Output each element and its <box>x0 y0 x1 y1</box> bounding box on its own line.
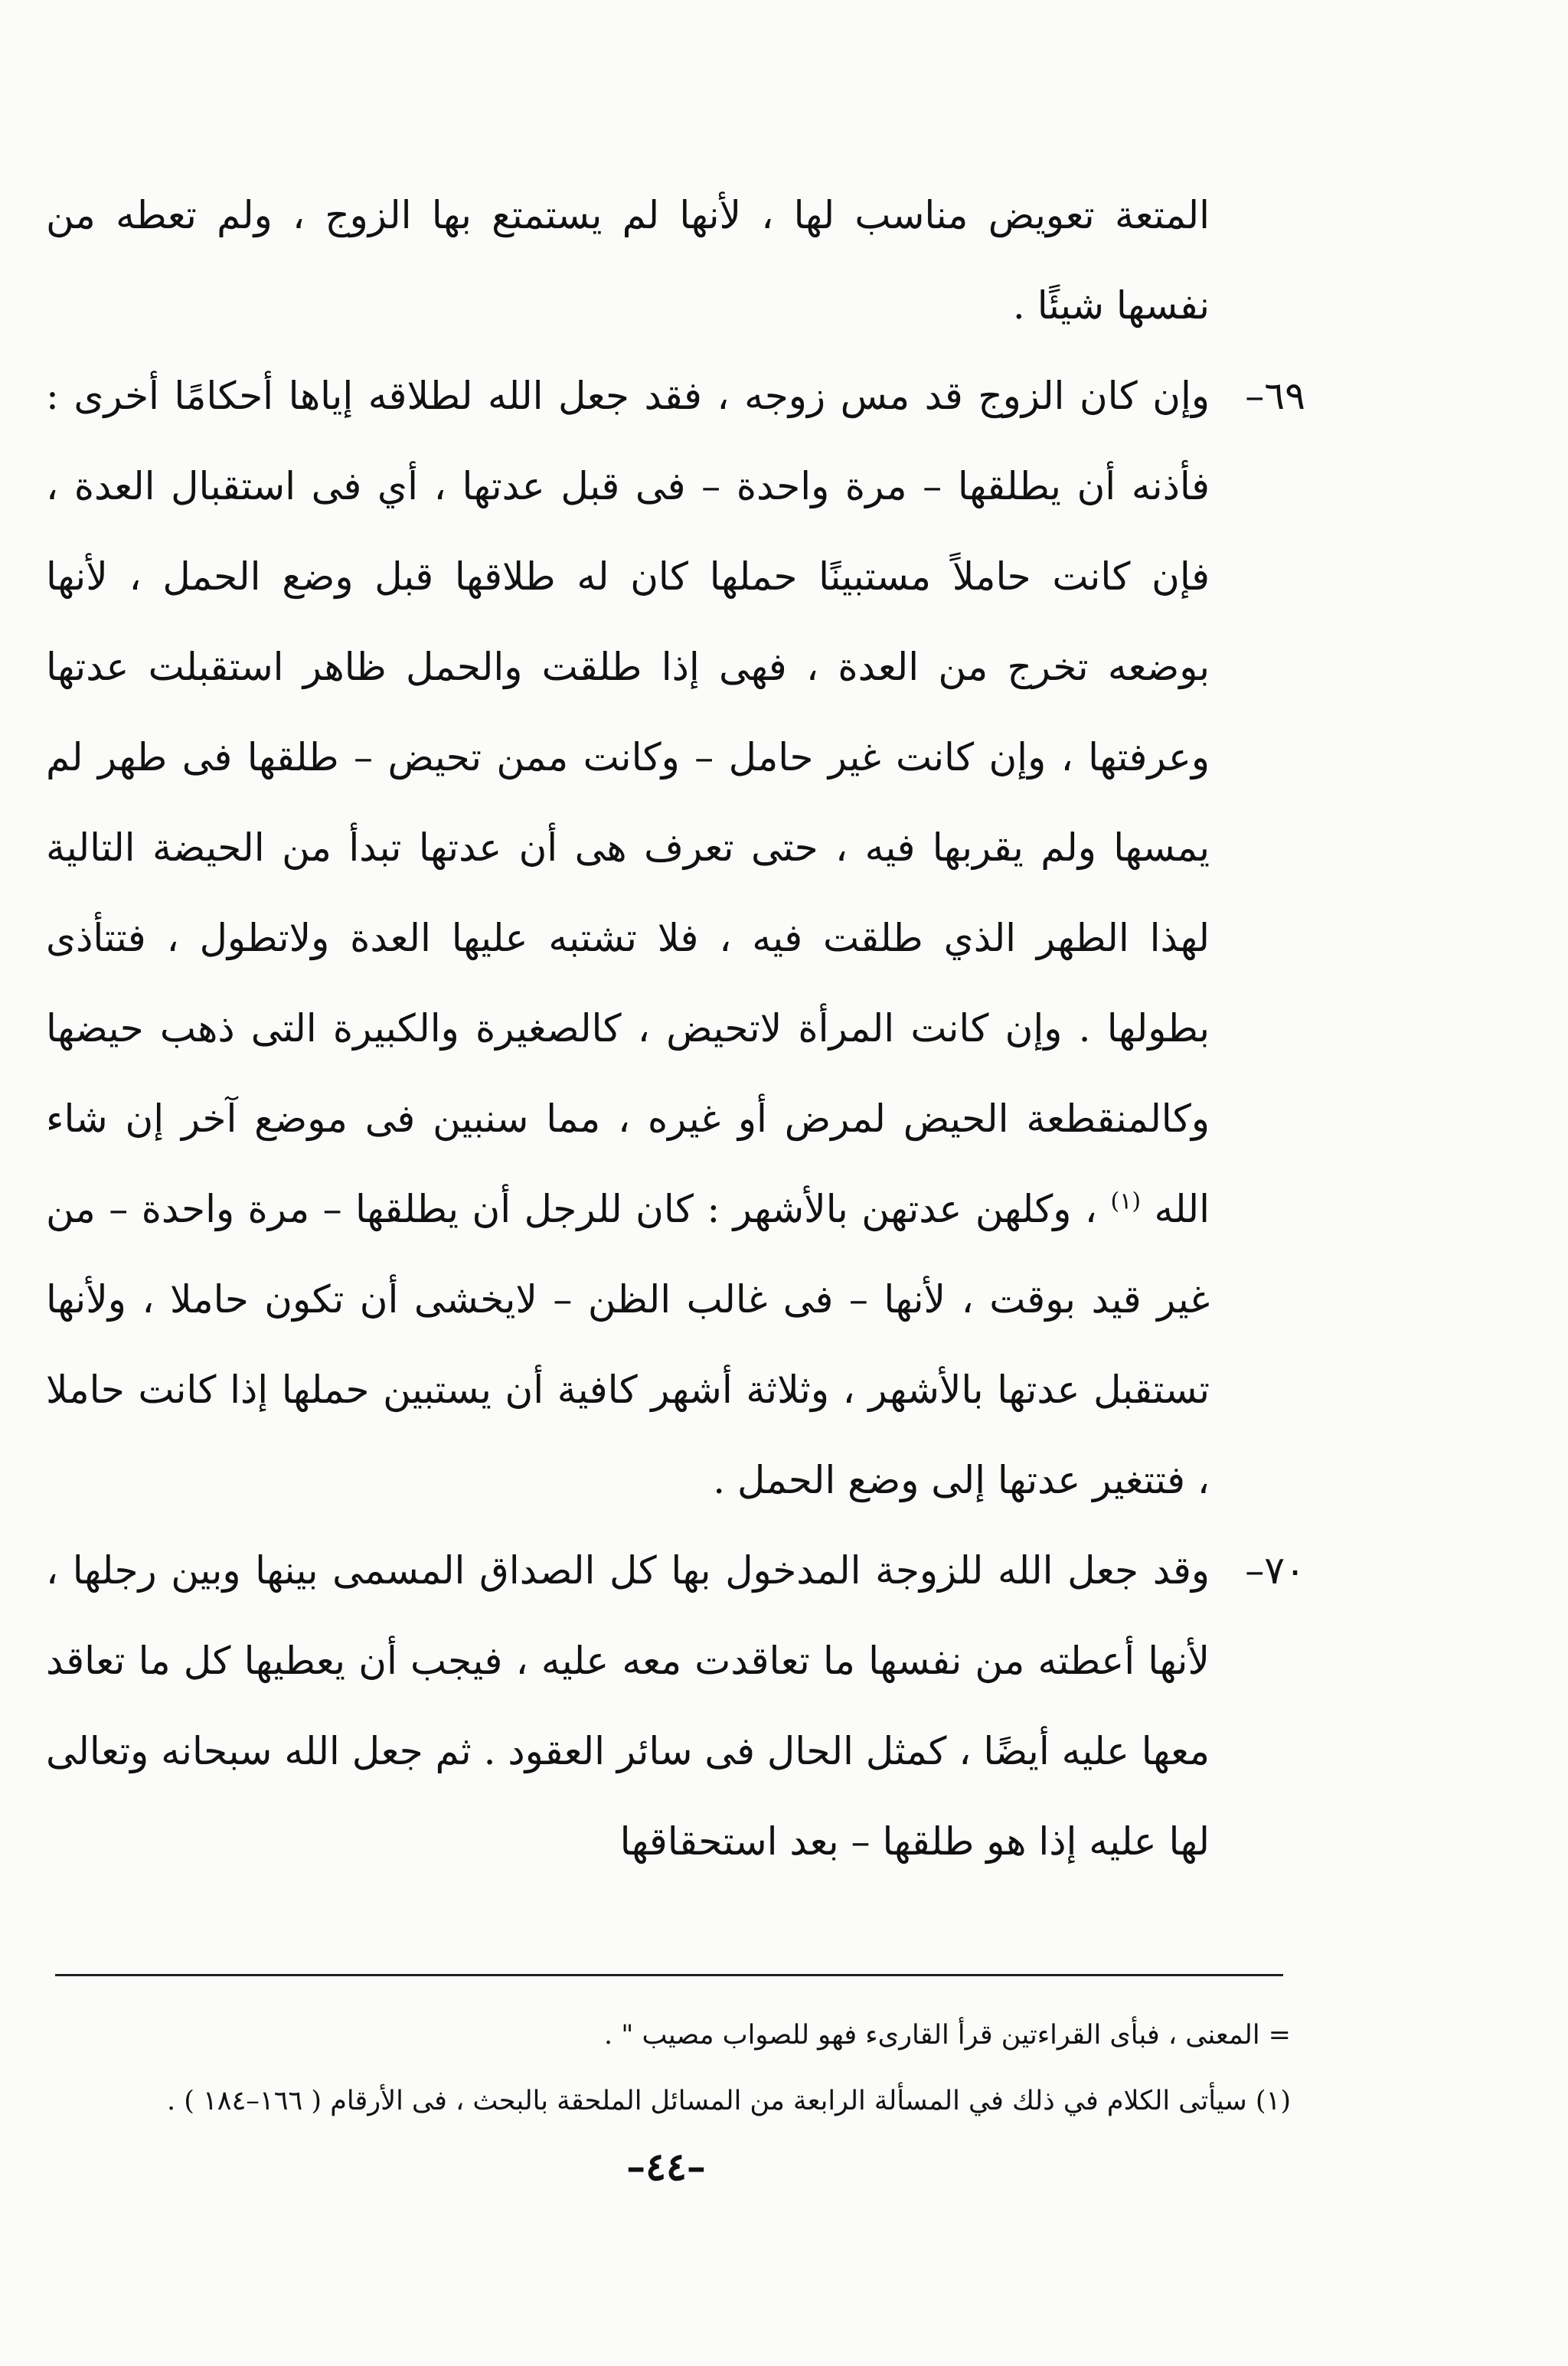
body-text <box>46 170 1305 1887</box>
paragraph-text: وقد جعل الله للزوجة المدخول بها كل الصداق المسمى بينها وبين رجلها ، لأنها أعطته من نفسها ما تعاقدت معه عليه ، فيجب أن يعطيها كل ما تعاقد معها عليه أيضًا ، كمثل الحال فى سائر العقود . ثم جعل الله سبحانه وتعالى لها عليه إذا هو طلقها – بعد استحقاقها <box>46 1548 1210 1864</box>
footnote-1: (١) سيأتى الكلام في ذلك في المسألة الرابعة من المسائل الملحقة بالبحث ، فى الأرقام ( ١٦٦–١٨٤ ) . <box>166 2086 1291 2116</box>
footnote-reference: (١) <box>1110 1188 1142 1215</box>
footnote-divider <box>55 1974 1283 1976</box>
paragraph-69 <box>46 351 1305 1525</box>
paragraph-70 <box>46 1525 1305 1887</box>
footnote-continuation: = المعنى ، فبأى القراءتين قرأ القارىء فهو للصواب مصيب " . <box>604 2020 1291 2051</box>
paragraph-number: ٧٠– <box>1245 1548 1305 1593</box>
page-number: –٤٤– <box>626 2144 706 2189</box>
paragraph-continued <box>46 170 1210 351</box>
footnotes <box>46 2002 1291 2134</box>
paragraph-number: ٦٩– <box>1245 374 1305 418</box>
paragraph-text: المتعة تعويض مناسب لها ، لأنها لم يستمتع بها الزوج ، ولم تعطه من نفسها شيئًا . <box>46 193 1210 328</box>
paragraph-text-continued: ، وكلهن عدتهن بالأشهر : كان للرجل أن يطلقها – مرة واحدة – من غير قيد بوقت ، لأنها – فى غالب الظن – لايخشى أن تكون حاملا ، ولأنها تستقبل عدتها بالأشهر ، وثلاثة أشهر كافية أن يستبين حملها إذا كانت حاملا ، فتتغير عدتها إلى وضع الحمل . <box>46 1187 1210 1502</box>
paragraph-text: وإن كان الزوج قد مس زوجه ، فقد جعل الله لطلاقه إياها أحكامًا أخرى : فأذنه أن يطلقها – مرة واحدة – فى قبل عدتها ، أي فى استقبال العدة ، فإن كانت حاملاً مستبينًا حملها كان له طلاقها قبل وضع الحمل ، لأنها بوضعه تخرج من العدة ، فهى إذا طلقت والحمل ظاهر استقبلت عدتها وعرفتها ، وإن كانت غير حامل – وكانت ممن تحيض – طلقها فى طهر لم يمسها ولم يقربها فيه ، حتى تعرف هى أن عدتها تبدأ من الحيضة التالية لهذا الطهر الذي طلقت فيه ، فلا تشتبه عليها العدة ولاتطول ، فتتأذى بطولها . وإن كانت المرأة لاتحيض ، كالصغيرة والكبيرة التى ذهب حيضها وكالمنقطعة الحيض لمرض أو غيره ، مما سنبين فى موضع آخر إن شاء الله <box>46 374 1210 1231</box>
